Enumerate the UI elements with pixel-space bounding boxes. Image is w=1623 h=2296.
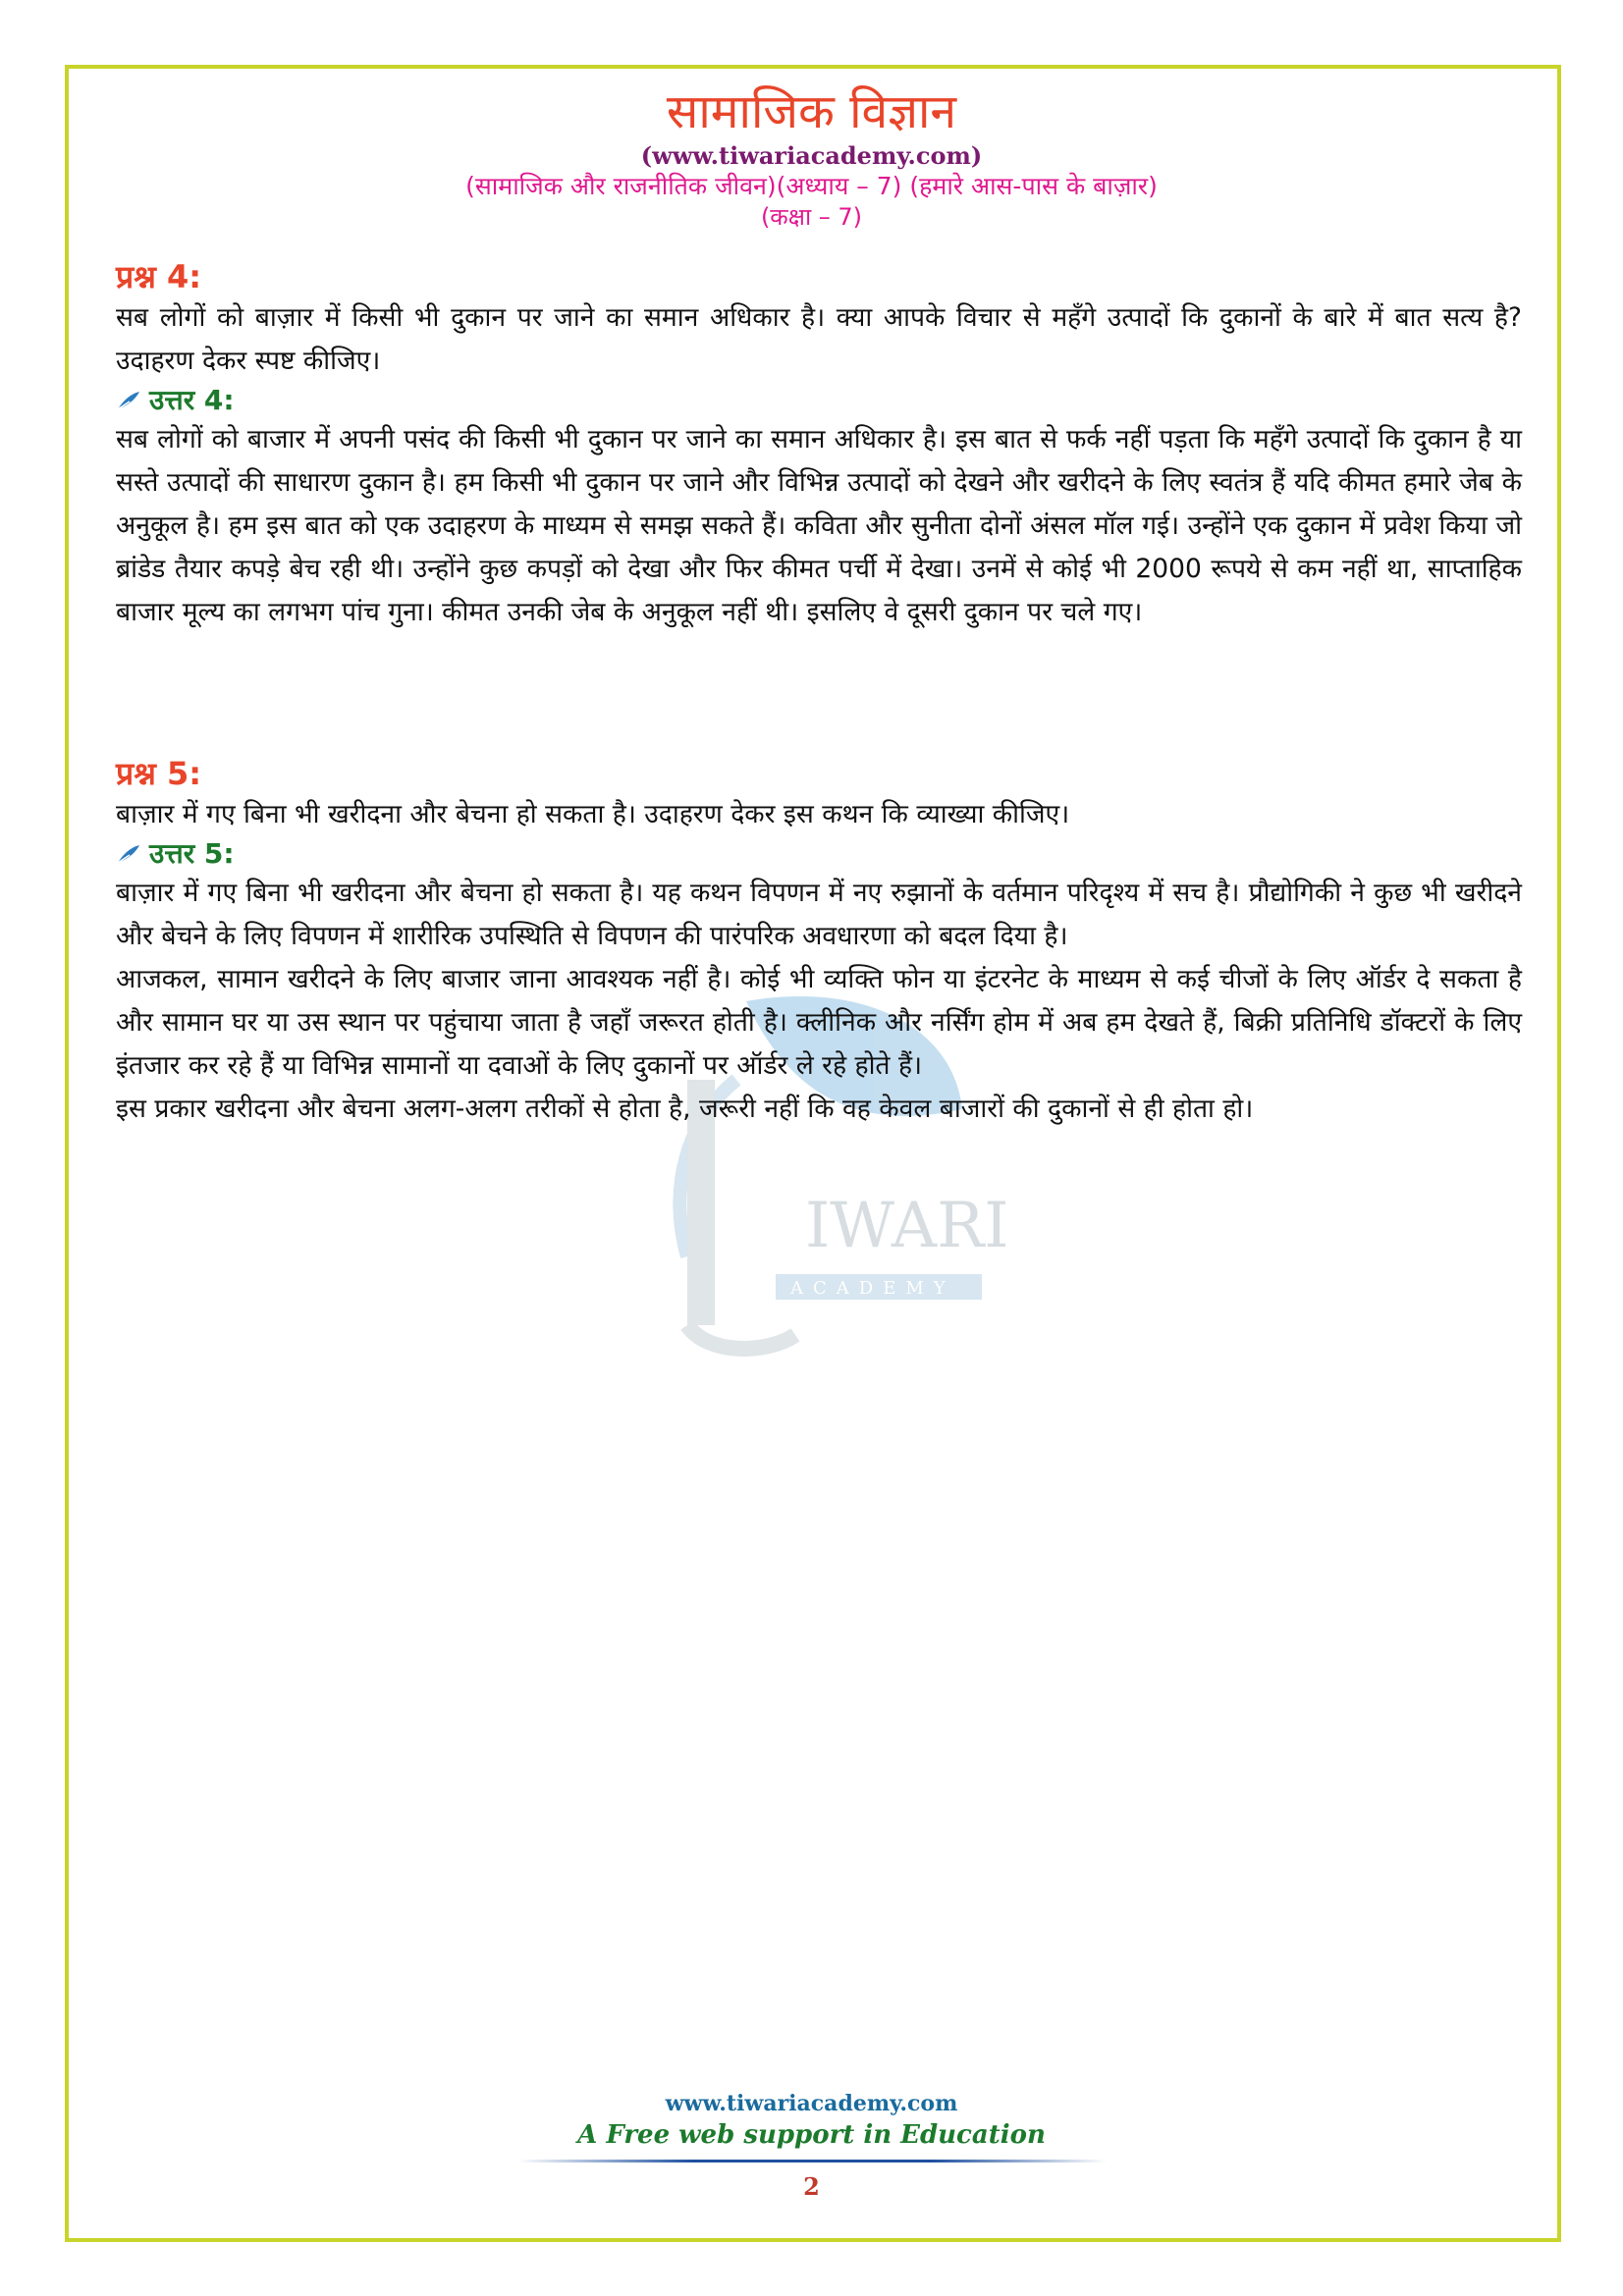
footer-tagline: A Free web support in Education xyxy=(577,2120,1046,2150)
answer-5-heading: उत्तर 5: xyxy=(149,837,235,870)
footer-divider xyxy=(517,2160,1107,2163)
page-title: सामाजिक विज्ञान xyxy=(666,84,957,139)
quill-pen-icon xyxy=(116,843,141,865)
answer-4-heading: उत्तर 4: xyxy=(149,384,235,416)
question-5-heading: प्रश्न 5: xyxy=(116,755,202,792)
answer-4-text: सब लोगों को बाजार में अपनी पसंद की किसी भी दुकान पर जाने का समान अधिकार है। इस बात से फर्क नहीं पड़ता कि महँगे उत्पादों कि दुकान है या सस्ते उत्पादों की साधारण दुकान है। हम किसी भी दुकान पर जाने और विभिन्न उत्पादों को देखने और खरीदने के लिए स्वतंत्र हैं यदि कीमत हमारे जेब के अनुकूल है। हम इस बात को एक उदाहरण के माध्यम से समझ सकते हैं। कविता और सुनीता दोनों अंसल मॉल गई। उन्होंने एक दुकान में प्रवेश किया जो ब्रांडेड तैयार कपड़े बेच रही थी। उन्होंने कुछ कपड़ों को देखा और फिर कीमत पर्ची में देखा। उनमें से कोई भी 2000 रूपये से कम नहीं था, साप्ताहिक बाजार मूल्य का लगभग पांच गुना। कीमत उनकी जेब के अनुकूल नहीं थी। इसलिए वे दूसरी दुकान पर चले गए। xyxy=(116,424,1522,627)
answer-5-paragraph-1: बाज़ार में गए बिना भी खरीदना और बेचना हो सकता है। यह कथन विपणन में नए रुझानों के वर्तमान परिदृश्य में सच है। प्रौद्योगिकी ने कुछ भी खरीदने और बेचने के लिए विपणन में शारीरिक उपस्थिति से विपणन की पारंपरिक अवधारणा को बदल दिया है। xyxy=(116,878,1522,951)
class-label: (कक्षा – 7) xyxy=(760,203,863,231)
svg-text:ACADEMY: ACADEMY xyxy=(790,1278,955,1299)
question-5-block xyxy=(116,754,1522,1131)
page-number: 2 xyxy=(803,2172,820,2201)
quill-pen-icon xyxy=(116,390,141,411)
footer-site-link[interactable]: www.tiwariacademy.com xyxy=(665,2091,958,2116)
header-site-url: (www.tiwariacademy.com) xyxy=(640,141,983,170)
answer-4-heading-row xyxy=(116,383,1522,418)
answer-5-paragraph-3: इस प्रकार खरीदना और बेचना अलग-अलग तरीकों से होता है, जरूरी नहीं कि वह केवल बाजारों की दुकानों से ही होता हो। xyxy=(116,1094,1254,1124)
page-header xyxy=(0,82,1623,232)
answer-5-paragraph-2: आजकल, सामान खरीदने के लिए बाजार जाना आवश्यक नहीं है। कोई भी व्यक्ति फोन या इंटरनेट के माध्यम से कई चीजों के लिए ऑर्डर दे सकता है और सामान घर या उस स्थान पर पहुंचाया जाता है जहाँ जरूरत होती है। क्लीनिक और नर्सिंग होम में अब हम देखते हैं, बिक्री प्रतिनिधि डॉक्टरों के लिए इंतजार कर रहे हैं या विभिन्न सामानों या दवाओं के लिए दुकानों पर ऑर्डर ले रहे होते हैं। xyxy=(116,964,1522,1081)
question-4-text: सब लोगों को बाज़ार में किसी भी दुकान पर जाने का समान अधिकार है। क्या आपके विचार से महँगे उत्पादों कि दुकानों के बारे में बात सत्य है? उदाहरण देकर स्पष्ट कीजिए। xyxy=(116,302,1522,376)
svg-text:IWARI: IWARI xyxy=(805,1190,1009,1262)
chapter-subtitle: (सामाजिक और राजनीतिक जीवन)(अध्याय – 7) (हमारे आस-पास के बाज़ार) xyxy=(465,172,1158,200)
question-4-heading: प्रश्न 4: xyxy=(116,258,202,295)
page-footer xyxy=(0,2089,1623,2201)
question-5-text: बाज़ार में गए बिना भी खरीदना और बेचना हो सकता है। उदाहरण देकर इस कथन कि व्याख्या कीजिए। xyxy=(116,799,1070,829)
question-4-block xyxy=(116,257,1522,634)
answer-5-heading-row xyxy=(116,836,1522,872)
